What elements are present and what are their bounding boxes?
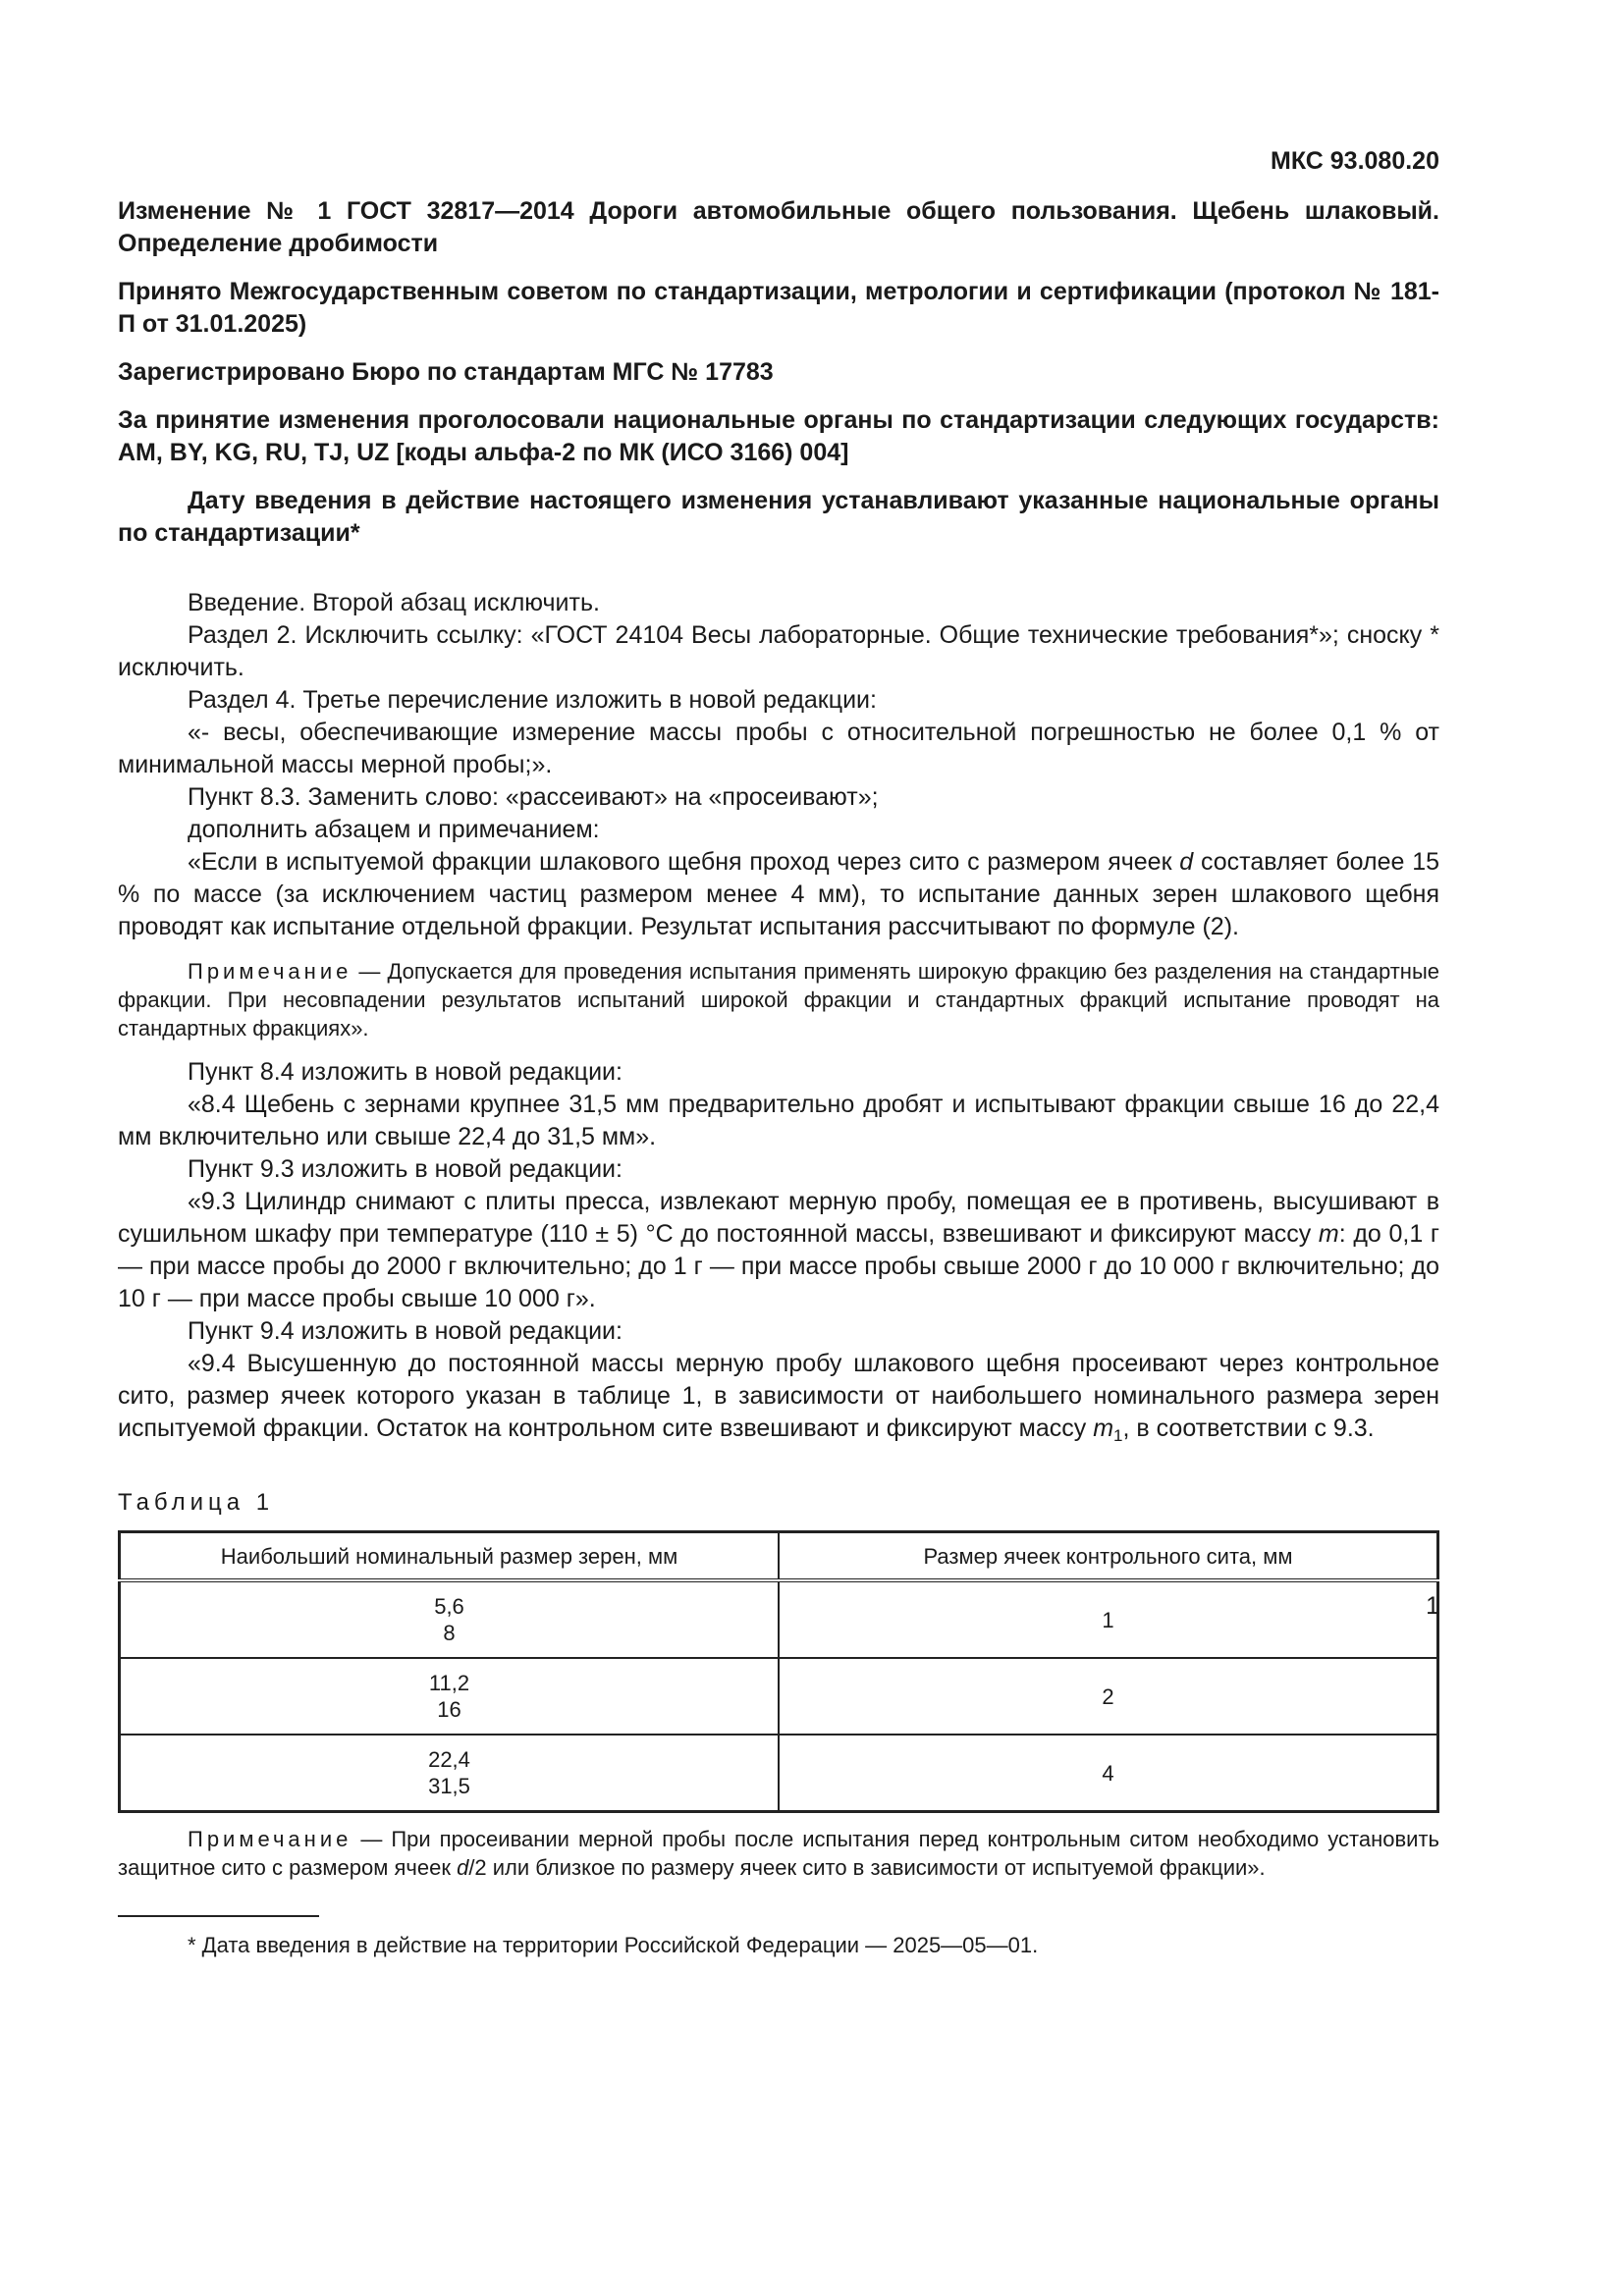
footnote-divider (118, 1915, 319, 1917)
table-note: Примечание — При просеивании мерной пробы после испытания перед контрольным ситом необходимо установить защитное сито с размером ячеек d/2 или близкое по размеру ячеек сито в зависимости от испытуемой фракции». (118, 1827, 1439, 1880)
paragraph: «Если в испытуемой фракции шлакового щебня проход через сито с размером ячеек d составляет более 15 % по массе (за исключением частиц размером менее 4 мм), то испытание данных зерен шлакового щебня проводят как испытание отдельной фракции. Результат испытания рассчитывают по формуле (2). (118, 848, 1439, 940)
effective-date-statement: Дату введения в действие настоящего изменения устанавливают указанные национальные органы по стандартизации* (118, 487, 1439, 547)
note-label: Примечание (188, 959, 352, 984)
table-cell: 4 (779, 1735, 1438, 1812)
table-header-cell: Наибольший номинальный размер зерен, мм (120, 1532, 780, 1581)
paragraph: Раздел 2. Исключить ссылку: «ГОСТ 24104 Весы лабораторные. Общие технические требования*»; сноску * исключить. (118, 621, 1439, 681)
paragraph: Раздел 4. Третье перечисление изложить в новой редакции: (188, 686, 877, 714)
sieve-table (118, 1530, 1439, 1813)
registration-statement: Зарегистрировано Бюро по стандартам МГС № 17783 (118, 358, 774, 386)
page-number: 1 (1426, 1592, 1439, 1620)
paragraph: «9.3 Цилиндр снимают с плиты пресса, извлекают мерную пробу, помещая ее в противень, высушивают в сушильном шкафу при температуре (110 ± 5) °С до постоянной массы, взвешивают и фиксируют массу m: до 0,1 г — при массе пробы до 2000 г включительно; до 1 г — при массе пробы свыше 2000 г до 10 000 г включительно; до 10 г — при массе пробы свыше 10 000 г». (118, 1188, 1440, 1312)
footnote: * Дата введения в действие на территории Российской Федерации — 2025—05—01. (188, 1933, 1039, 1957)
table-row (120, 1580, 1438, 1658)
table-row (120, 1735, 1438, 1812)
voting-statement: За принятие изменения проголосовали национальные органы по стандартизации следующих государств: AM, BY, KG, RU, TJ, UZ [коды альфа-2 по МК (ИСО 3166) 004] (118, 406, 1439, 466)
adopted-statement: Принято Межгосударственным советом по стандартизации, метрологии и сертификации (протокол № 181-П от 31.01.2025) (118, 278, 1439, 338)
table-row (120, 1658, 1438, 1735)
table-caption: Таблица 1 (118, 1489, 275, 1516)
paragraph: Введение. Второй абзац исключить. (188, 589, 600, 616)
paragraph: Пункт 8.3. Заменить слово: «рассеивают» на «просеивают»; (188, 783, 879, 811)
paragraph: «8.4 Щебень с зернами крупнее 31,5 мм предварительно дробят и испытывают фракции свыше 16 до 22,4 мм включительно или свыше 22,4 до 31,5 мм». (118, 1091, 1439, 1150)
note: Примечание — Допускается для проведения испытания применять широкую фракцию без разделения на стандартные фракции. При несовпадении результатов испытаний широкой фракции и стандартных фракций испытание проводят на стандартных фракциях». (118, 959, 1439, 1041)
table-cell: 11,2 16 (120, 1658, 780, 1735)
table-header-cell: Размер ячеек контрольного сита, мм (779, 1532, 1438, 1581)
table-cell: 5,6 8 (120, 1580, 780, 1658)
paragraph: Пункт 8.4 изложить в новой редакции: (188, 1058, 623, 1086)
change-title: Изменение № 1 ГОСТ 32817—2014 Дороги автомобильные общего пользования. Щебень шлаковый. Определение дробимости (118, 197, 1439, 257)
mks-code: МКС 93.080.20 (1271, 147, 1439, 175)
paragraph: дополнить абзацем и примечанием: (188, 816, 600, 843)
paragraph: Пункт 9.3 изложить в новой редакции: (188, 1155, 623, 1183)
table-cell: 1 (779, 1580, 1438, 1658)
note-label: Примечание (188, 1827, 352, 1851)
table-cell: 22,4 31,5 (120, 1735, 780, 1812)
paragraph: «9.4 Высушенную до постоянной массы мерную пробу шлакового щебня просеивают через контрольное сито, размер ячеек которого указан в таблице 1, в зависимости от наибольшего номинального размера зерен испытуемой фракции. Остаток на контрольном сите взвешивают и фиксируют массу $m_1$, в соответствии с 9.3. (118, 1350, 1439, 1445)
paragraph: «- весы, обеспечивающие измерение массы пробы с относительной погрешностью не более 0,1 % от минимальной массы мерной пробы;». (118, 719, 1439, 778)
paragraph: Пункт 9.4 изложить в новой редакции: (188, 1317, 623, 1345)
table-cell: 2 (779, 1658, 1438, 1735)
